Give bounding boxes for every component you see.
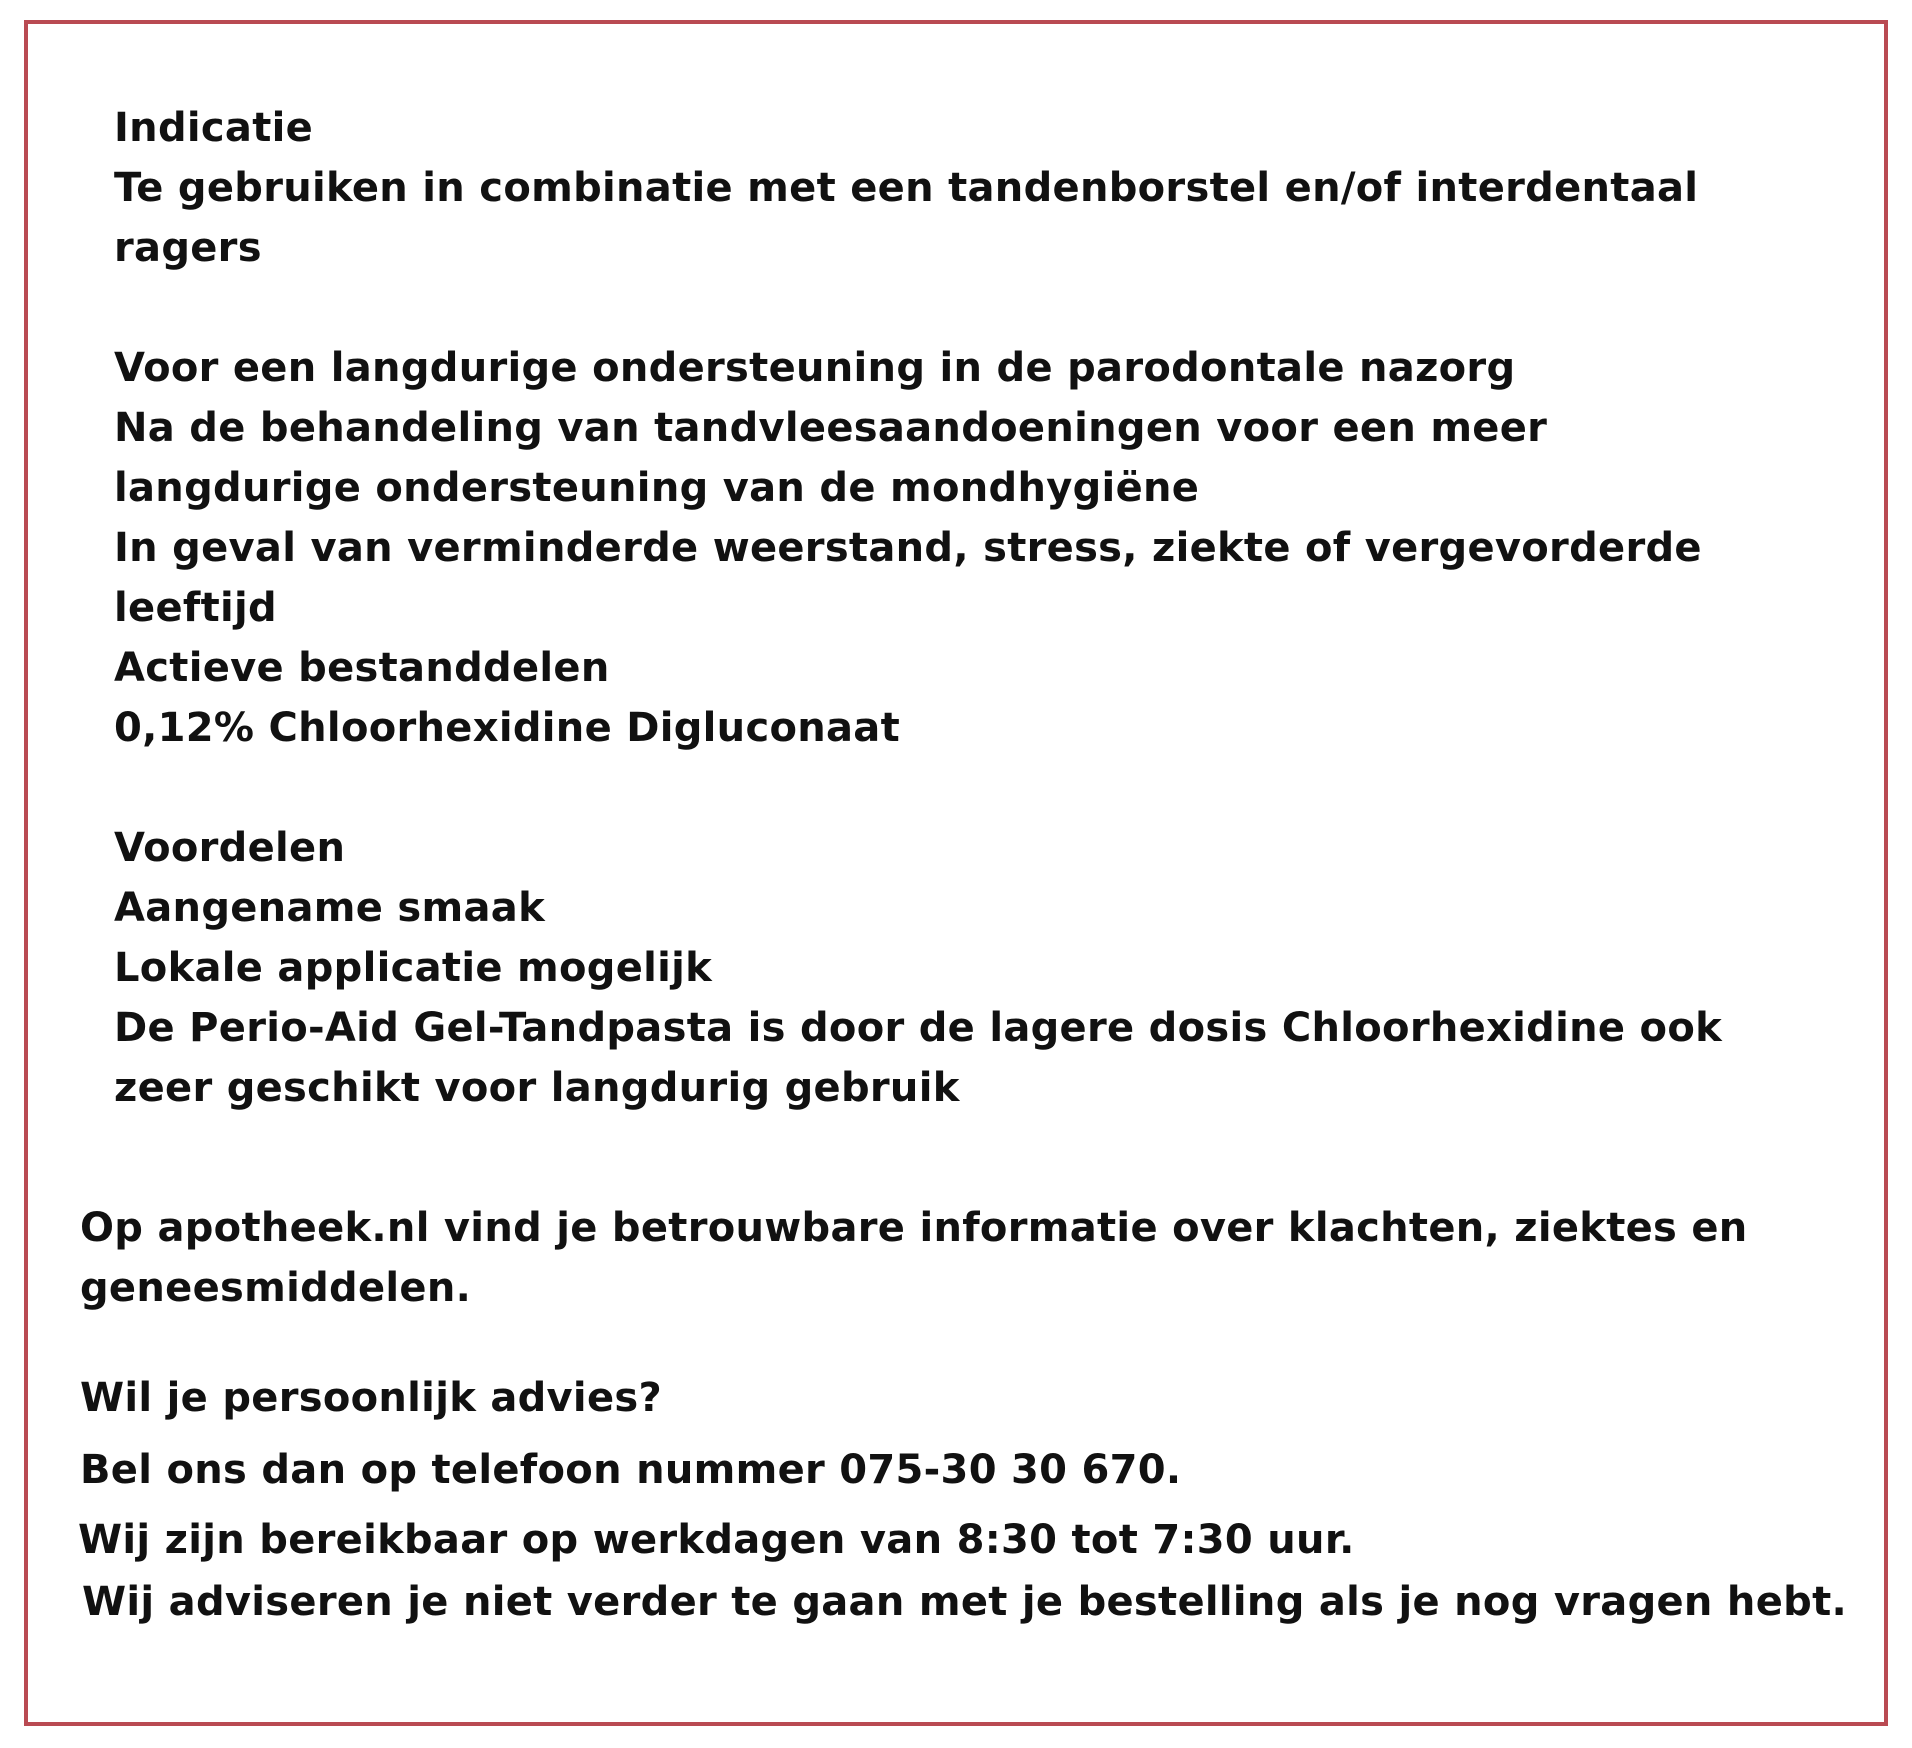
- use-text: In geval van verminderde weerstand, stress, ziekte of vergevorderde: [114, 525, 1702, 571]
- spacer: [114, 278, 1722, 338]
- benefit-item: Aangename smaak: [114, 885, 545, 931]
- use-text: leeftijd: [114, 585, 277, 631]
- pharmacy-info-text: geneesmiddelen.: [80, 1265, 472, 1311]
- indication-text: Te gebruiken in combinatie met een tandenborstel en/of interdentaal: [114, 165, 1699, 211]
- spacer: [114, 758, 1722, 818]
- advice-question: Wil je persoonlijk advies?: [80, 1375, 662, 1421]
- use-text: langdurige ondersteuning van de mondhygiëne: [114, 465, 1200, 511]
- use-text: Voor een langdurige ondersteuning in de parodontale nazorg: [114, 345, 1516, 391]
- hours-line: Wij zijn bereikbaar op werkdagen van 8:30 tot 7:30 uur.: [78, 1517, 1355, 1563]
- warning-line: Wij adviseren je niet verder te gaan met je bestelling als je nog vragen hebt.: [82, 1579, 1847, 1625]
- benefits-heading: Voordelen: [114, 825, 346, 871]
- benefit-item: De Perio-Aid Gel-Tandpasta is door de lagere dosis Chloorhexidine ook: [114, 1005, 1723, 1051]
- pharmacy-info-text: Op apotheek.nl vind je betrouwbare informatie over klachten, ziektes en: [80, 1205, 1748, 1251]
- ingredients-text: 0,12% Chloorhexidine Digluconaat: [114, 705, 901, 751]
- use-text: Na de behandeling van tandvleesaandoeningen voor een meer: [114, 405, 1548, 451]
- product-info: [114, 98, 1722, 1118]
- indication-heading: Indicatie: [114, 105, 314, 151]
- benefit-item: Lokale applicatie mogelijk: [114, 945, 713, 991]
- phone-line: Bel ons dan op telefoon nummer 075-30 30 670.: [80, 1447, 1182, 1493]
- ingredients-heading: Actieve bestanddelen: [114, 645, 610, 691]
- indication-text: ragers: [114, 225, 262, 271]
- benefit-item: zeer geschikt voor langdurig gebruik: [114, 1065, 960, 1111]
